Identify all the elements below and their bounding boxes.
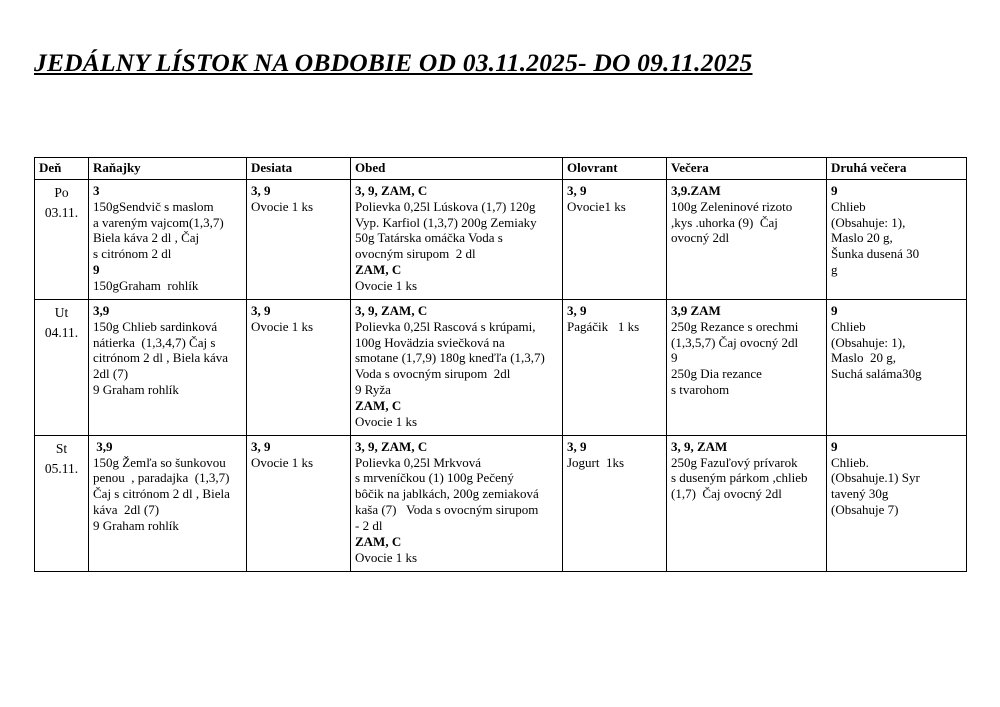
column-header-second-dinner: Druhá večera xyxy=(827,158,967,180)
meal-line: ovocným sirupom 2 dl xyxy=(355,246,476,262)
meal-line: 9 xyxy=(831,302,838,318)
meal-line: Chlieb xyxy=(831,198,866,214)
cell-second-dinner xyxy=(827,299,967,435)
cell-afternoon-snack xyxy=(563,435,667,571)
meal-line: 9 xyxy=(831,438,838,454)
meal-line: a vareným vajcom(1,3,7) xyxy=(93,214,224,230)
meal-line: 250g Fazuľový prívarok xyxy=(671,454,798,470)
column-header-snack: Desiata xyxy=(247,158,351,180)
meal-line: Polievka 0,25l Mrkvová xyxy=(355,454,482,470)
cell-second-dinner xyxy=(827,435,967,571)
table-header-row xyxy=(35,158,967,180)
table-row xyxy=(35,299,967,435)
cell-dinner xyxy=(667,179,827,299)
cell-lunch xyxy=(351,435,563,571)
meal-line: 250g Rezance s orechmi xyxy=(671,318,799,334)
cell-dinner xyxy=(667,435,827,571)
meal-line: 3, 9, ZAM xyxy=(671,438,728,454)
meal-line: 100g Zeleninové rizoto xyxy=(671,198,793,214)
meal-line: 9 xyxy=(831,182,838,198)
meal-line: s duseným párkom ,chlieb xyxy=(671,470,808,486)
meal-line: s tvarohom xyxy=(671,382,730,398)
meal-line: 9 Graham rohlík xyxy=(93,518,179,534)
day-line: Ut xyxy=(54,304,69,320)
column-header-day: Deň xyxy=(35,158,89,180)
table-body xyxy=(35,179,967,571)
meal-line: 3, 9 xyxy=(567,182,587,198)
meal-line: smotane (1,7,9) 180g kneďľa (1,3,7) xyxy=(355,350,545,366)
meal-line: Jogurt 1ks xyxy=(567,454,625,470)
meal-line: ,kys .uhorka (9) Čaj xyxy=(671,214,778,230)
meal-line: Ovocie 1 ks xyxy=(355,549,418,565)
column-header-dinner: Večera xyxy=(667,158,827,180)
meal-line: ZAM, C xyxy=(355,398,402,414)
meal-line: Čaj s citrónom 2 dl , Biela xyxy=(93,486,230,502)
meal-line: 150g Žemľa so šunkovou xyxy=(93,454,226,470)
meal-line: tavený 30g xyxy=(831,486,889,502)
meal-line: Ovocie 1 ks xyxy=(251,198,314,214)
meal-line: (Obsahuje 7) xyxy=(831,502,899,518)
meal-line: Polievka 0,25l Rascová s krúpami, xyxy=(355,318,536,334)
cell-snack xyxy=(247,435,351,571)
meal-line: Pagáčik 1 ks xyxy=(567,318,640,334)
meal-line: citrónom 2 dl , Biela káva xyxy=(93,350,229,366)
meal-line: Maslo 20 g, xyxy=(831,230,893,246)
page-title: JEDÁLNY LÍSTOK NA OBDOBIE OD 03.11.2025- DO 09.11.2025 xyxy=(34,48,753,77)
meal-line: 3,9 xyxy=(93,438,113,454)
meal-line: 3, 9 xyxy=(567,302,587,318)
meal-line: 3, 9 xyxy=(567,438,587,454)
weekly-menu-table xyxy=(34,157,967,572)
cell-day xyxy=(35,435,89,571)
meal-line: 250g Dia rezance xyxy=(671,366,762,382)
cell-lunch xyxy=(351,299,563,435)
meal-line: Suchá saláma30g xyxy=(831,366,922,382)
meal-line: Biela káva 2 dl , Čaj xyxy=(93,230,200,246)
meal-line: 3, 9, ZAM, C xyxy=(355,182,428,198)
meal-line: 9 Ryža xyxy=(355,382,391,398)
meal-line: - 2 dl xyxy=(355,518,383,534)
cell-snack xyxy=(247,299,351,435)
meal-line: 150g Chlieb sardinková xyxy=(93,318,218,334)
meal-line: 3,9.ZAM xyxy=(671,182,721,198)
meal-line: (1,3,5,7) Čaj ovocný 2dl xyxy=(671,334,799,350)
meal-line: s citrónom 2 dl xyxy=(93,246,172,262)
meal-line: ovocný 2dl xyxy=(671,230,730,246)
meal-line: 3,9 xyxy=(93,302,110,318)
meal-line: Voda s ovocným sirupom 2dl xyxy=(355,366,511,382)
cell-breakfast xyxy=(89,179,247,299)
column-header-lunch: Obed xyxy=(351,158,563,180)
meal-line: ZAM, C xyxy=(355,533,402,549)
meal-line: Ovocie1 ks xyxy=(567,198,626,214)
meal-line: ZAM, C xyxy=(355,262,402,278)
day-line: 05.11. xyxy=(44,461,79,476)
meal-line: (Obsahuje: 1), xyxy=(831,214,906,230)
cell-lunch xyxy=(351,179,563,299)
meal-line: 3, 9 xyxy=(251,182,271,198)
cell-day xyxy=(35,299,89,435)
column-header-afternoon-snack: Olovrant xyxy=(563,158,667,180)
meal-line: penou , paradajka (1,3,7) xyxy=(93,470,230,486)
cell-snack xyxy=(247,179,351,299)
meal-line: nátierka (1,3,4,7) Čaj s xyxy=(93,334,216,350)
meal-line: (1,7) Čaj ovocný 2dl xyxy=(671,486,782,502)
meal-line: 150gSendvič s maslom xyxy=(93,198,214,214)
cell-second-dinner xyxy=(827,179,967,299)
meal-line: 50g Tatárska omáčka Voda s xyxy=(355,230,503,246)
meal-line: 3 xyxy=(93,182,100,198)
meal-line: 9 xyxy=(93,262,100,278)
cell-breakfast xyxy=(89,435,247,571)
meal-line: 9 xyxy=(671,350,678,366)
meal-line: 150gGraham rohlík xyxy=(93,278,199,294)
day-line: 03.11. xyxy=(44,205,79,221)
meal-line: 9 Graham rohlík xyxy=(93,382,179,398)
day-line: Po xyxy=(54,184,69,200)
meal-line: kaša (7) Voda s ovocným sirupom xyxy=(355,502,539,518)
meal-line: bôčik na jablkách, 200g zemiaková xyxy=(355,486,539,502)
meal-line: 100g Hovädzia sviečková na xyxy=(355,334,505,350)
table-row xyxy=(35,179,967,299)
meal-line: Šunka dusená 30 xyxy=(831,246,920,262)
meal-line: 3, 9, ZAM, C xyxy=(355,302,428,318)
meal-line: 2dl (7) xyxy=(93,366,129,382)
cell-afternoon-snack xyxy=(563,179,667,299)
meal-line: (Obsahuje: 1), xyxy=(831,334,906,350)
meal-line: 3, 9 xyxy=(251,302,271,318)
cell-dinner xyxy=(667,299,827,435)
meal-line: Ovocie 1 ks xyxy=(251,318,314,334)
meal-line: Vyp. Karfiol (1,3,7) 200g Zemiaky xyxy=(355,214,537,230)
day-line: St xyxy=(55,440,68,456)
meal-line: Ovocie 1 ks xyxy=(355,413,418,429)
meal-line: s mrveníčkou (1) 100g Pečený xyxy=(355,470,514,486)
cell-afternoon-snack xyxy=(563,299,667,435)
meal-line: 3,9 ZAM xyxy=(671,302,721,318)
meal-line: Chlieb. xyxy=(831,454,869,470)
meal-line: Ovocie 1 ks xyxy=(355,278,418,294)
cell-day xyxy=(35,179,89,299)
meal-line: (Obsahuje.1) Syr xyxy=(831,470,920,486)
day-line: 04.11. xyxy=(44,325,79,341)
meal-line: g xyxy=(831,262,838,278)
meal-line: Maslo 20 g, xyxy=(831,350,896,366)
meal-line: Chlieb xyxy=(831,318,866,334)
meal-line: 3, 9, ZAM, C xyxy=(355,438,428,454)
table-row xyxy=(35,435,967,571)
meal-line: Polievka 0,25l Lúskova (1,7) 120g xyxy=(355,198,536,214)
meal-line: káva 2dl (7) xyxy=(93,502,160,518)
column-header-breakfast: Raňajky xyxy=(89,158,247,180)
meal-line: Ovocie 1 ks xyxy=(251,454,314,470)
cell-breakfast xyxy=(89,299,247,435)
meal-line: 3, 9 xyxy=(251,438,271,454)
